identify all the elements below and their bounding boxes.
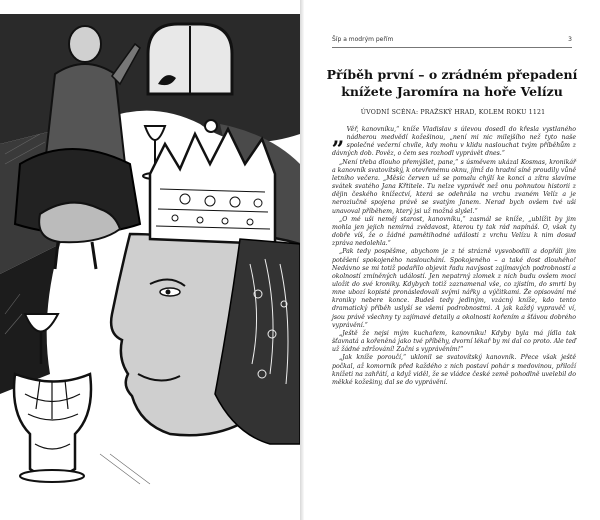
paragraph: „Ještě že nejsi mým kuchařem, kanovníku! Kdyby byla má jídla tak šťavnatá a kořeněná jako tvé příběhy, dvorní lékař by mi dal co proto. Ale teď už žádné zdržování! Začni s vyprávěním!“: [332, 329, 576, 354]
opening-quote: „: [332, 124, 345, 150]
page-number: 3: [568, 36, 572, 43]
paragraph: „ Věř, kanovníku,“ kníže Vladislav s úlevou dosedl do křesla vystlaného nádherou medvědí kožešinou, „není mi nic milejšího než tyto naše společné večerní chvíle, kdy mohu v klidu naslouchat tvým příběhům z dávných dob. Pověz, o čem ses rozhodl vyprávět dnes.“: [332, 124, 576, 158]
paragraph: „O mé uši neměj starost, kanovníku,“ zasmál se kníže, „ublížit by jim mohla jen jejich nemírná zvědavost, kterou ty tak rád napínáš. O, však ty dobře víš, že o žádné pamětihodné události z vrchu Velízu k nim dosud zpráva nedolehla.“: [332, 215, 576, 248]
chapter-title-line-2: knížete Jaromíra na hoře Velízu: [341, 84, 563, 99]
paragraph: „Není třeba dlouho přemýšlet, pane,“ s úsměvem ukázal Kosmas, kronikář a kanovník svatovítský, k otevřenému oknu, jímž do hradní síně proudily vůně letního večera. „Měsíc červen už se pomalu chýlí ke konci a zítra slavíme svátek svatého Jana Křtitele. Tu nelze vyprávět než onu pohnutou historii z dějin českého knížectví, která se odehrála na vrchu zvaném Velíz a je neroziučně spojena právě se svatým Janem. Nerad bych ovšem tvé uši unavoval příběhem, který jsi už možná slyšel.“: [332, 158, 576, 215]
body-text: [332, 126, 576, 387]
header-rule: [332, 47, 572, 48]
scene-heading: ÚVODNÍ SCÉNA: PRAŽSKÝ HRAD, KOLEM ROKU 1121: [360, 109, 546, 116]
chapter-illustration: [0, 14, 300, 514]
right-page: [304, 0, 600, 520]
chapter-title: [324, 66, 580, 100]
paragraph: „Pak tedy pospěšme, abychom je z té strázně vysvobodili a dopřáli jim potěšení spokojeného naslouchání. Spokojeného – a také dost dlouhého! Nedávno se mi totiž podařilo objevit řadu navýsost zajímavých podrobností a okolností zmíněných událostí. Jen nepatrný zlomek z nich budu ovšem moci uložit do své kroniky. Kdybych totiž zaznamenal vše, co zjistím, do smrti by mne ubozí kopisté pronásledovali svými nářky a výčitkami. Že opisování mé kroniky nebere konce. Budeš tedy jediným, vzácný kníže, kdo tento dramatický příběh uslyší se všemi podrobnostmi. A jak každý vypravěč ví, jsou právě všechny ty zajímavé detaily a okolnosti kořením a šťávou dobrého vyprávění.“: [332, 248, 576, 329]
paragraph: „Jak kníže poroučí,“ uklonil se svatovítský kanovník. Přece však ještě počkal, až komorník před každého z nich postaví pohár s medovinou, přiloží knížeti na zahřátí, a když viděl, že se vládce české země pohodlně uvelebil do měkké kožešiny, dal se do vyprávění.: [332, 354, 576, 386]
running-title: Šíp a modrým peřím: [332, 36, 394, 43]
chapter-title-line-1: Příběh první – o zrádném přepadení: [326, 67, 578, 82]
